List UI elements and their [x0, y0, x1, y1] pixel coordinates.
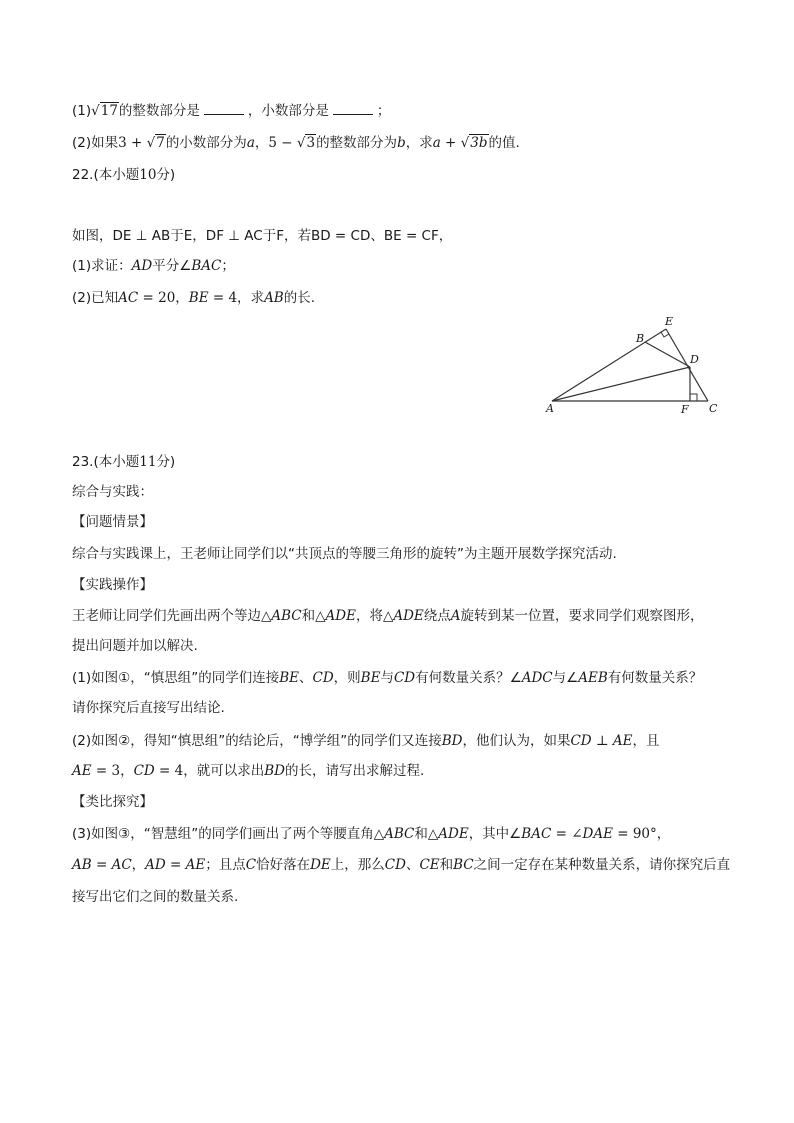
q23-part1-line2: 请你探究后直接写出结论. — [72, 700, 225, 716]
q23-operation-line2: 提出问题并加以解决. — [72, 638, 198, 654]
q22-header: 22.(本小题10分) — [72, 167, 176, 183]
sqrt-symbol: √ — [91, 103, 100, 119]
q21-part2: (2)如果3 + √7的小数部分为a，5 − √3的整数部分为b，求a + √3b的值. — [72, 135, 520, 151]
label-B: B — [636, 332, 645, 345]
q23-header: 23.(本小题11分) — [72, 454, 176, 470]
q23-part2-line2: AE = 3，CD = 4，就可以求出BD的长，请写出求解过程. — [72, 763, 425, 779]
q22-stem: 如图，DE ⊥ AB于E，DF ⊥ AC于F，若BD = CD、BE = CF， — [72, 228, 453, 244]
q23-section-problem-context: 【问题情景】 — [72, 514, 153, 530]
q23-part3-line1: (3)如图③，“智慧组”的同学们画出了两个等腰直角△ABC和△ADE，其中∠BAC = ∠DAE = 90°， — [72, 826, 671, 842]
right-angle-mark-F — [690, 394, 697, 401]
q22-part1: (1)求证：AD平分∠BAC； — [72, 258, 235, 274]
q23-intro: 综合与实践： — [72, 484, 153, 500]
answer-blank-1 — [204, 102, 244, 115]
q23-part2-line1: (2)如图②，得知“慎思组”的结论后，“博学组”的同学们又连接BD，他们认为，如果CD ⊥ AE，且 — [72, 733, 660, 749]
segment-BD — [645, 342, 690, 367]
q23-part3-line2: AB = AC，AD = AE；且点C恰好落在DE上，那么CD、CE和BC之间一定存在某种数量关系，请你探究后直 — [72, 857, 731, 873]
label-E: E — [665, 315, 674, 328]
q23-part3-line3: 接写出它们之间的数量关系. — [72, 889, 239, 905]
q22-triangle-figure — [540, 312, 730, 422]
q23-section-practice: 【实践操作】 — [72, 577, 153, 593]
q23-section-analogy: 【类比探究】 — [72, 794, 153, 810]
q23-operation-line1: 王老师让同学们先画出两个等边△ABC和△ADE，将△ADE绕点A旋转到某一位置，要求同学们观察图形， — [72, 608, 704, 624]
q21-part1: (1)√17的整数部分是 ，小数部分是 ； — [72, 103, 391, 119]
label-F: F — [681, 403, 689, 416]
label-D: D — [690, 353, 699, 366]
segment-AE — [552, 329, 666, 401]
answer-blank-2 — [333, 102, 373, 115]
q23-part1-line1: (1)如图①，“慎思组”的同学们连接BE、CD，则BE与CD有何数量关系？∠ADC与∠AEB有何数量关系？ — [72, 670, 703, 686]
label-A: A — [546, 402, 554, 415]
segment-AD — [552, 367, 690, 401]
q21-p1-radicand: 17 — [100, 103, 118, 119]
q23-context: 综合与实践课上，王老师让同学们以“共顶点的等腰三角形的旋转”为主题开展数学探究活动. — [72, 546, 617, 562]
label-C: C — [709, 402, 718, 415]
q22-part2: (2)已知AC = 20，BE = 4，求AB的长. — [72, 290, 316, 306]
